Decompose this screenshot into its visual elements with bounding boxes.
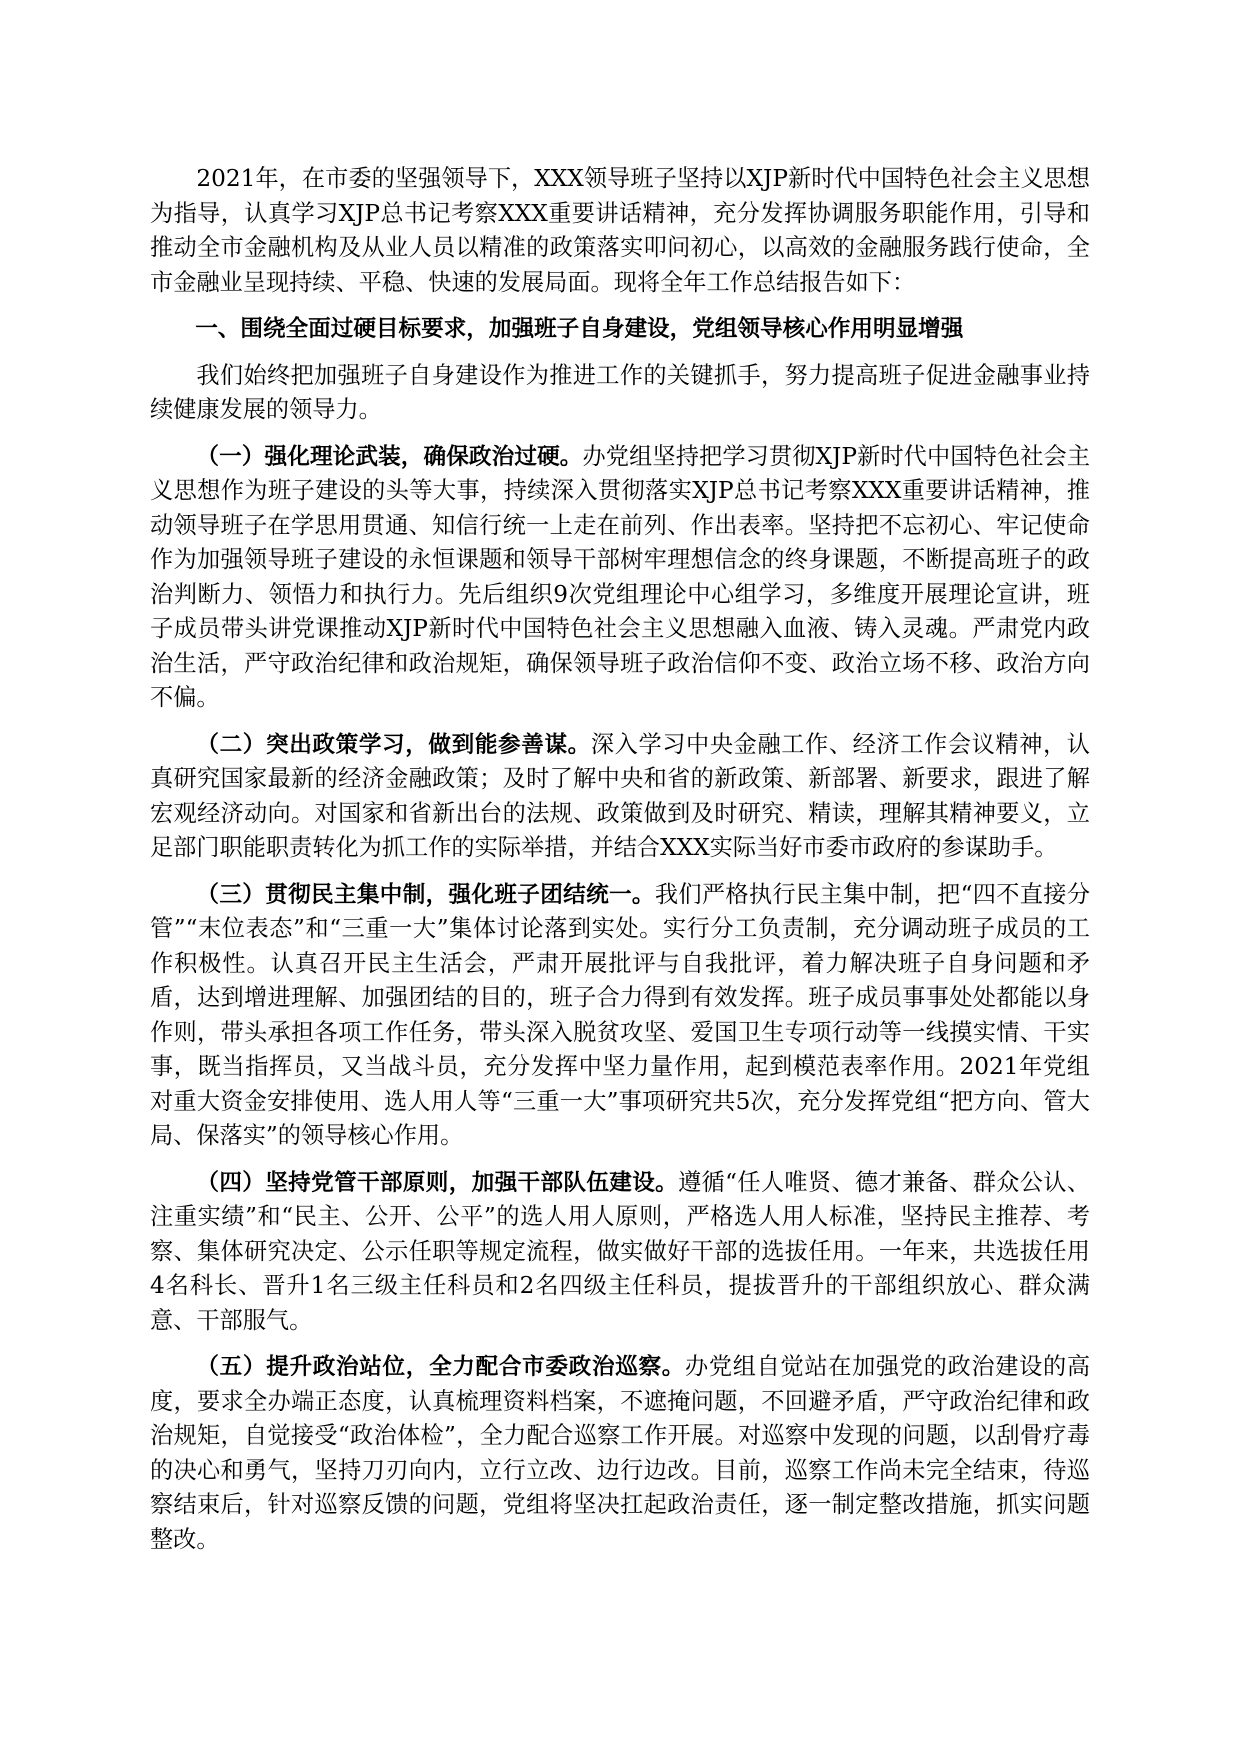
document-page [150, 162, 1090, 1569]
item-text: 我们严格执行民主集中制，把“四不直接分管”“末位表态”和“三重一大”集体讨论落到实处。实行分工负责制，充分调动班子成员的工作积极性。认真召开民主生活会，严肃开展批评与自我批评，着力解决班子自身问题和矛盾，达到增进理解、加强团结的目的，班子合力得到有效发挥。班子成员事事处处都能以身作则，带头承担各项工作任务，带头深入脱贫攻坚、爱国卫生专项行动等一线摸实情、干实事，既当指挥员，又当战斗员，充分发挥中坚力量作用，起到模范表率作用。2021年党组对重大资金安排使用、选人用人等“三重一大”事项研究共5次，充分发挥党组“把方向、管大局、保落实”的领导核心作用。 [150, 880, 1091, 1149]
item-text: 深入学习中央金融工作、经济工作会议精神，认真研究国家最新的经济金融政策；及时了解中央和省的新政策、新部署、新要求，跟进了解宏观经济动向。对国家和省新出台的法规、政策做到及时研究、精读，理解其精神要义，立足部门职能职责转化为抓工作的实际举措，并结合XXX实际当好市委市政府的参谋助手。 [150, 730, 1090, 861]
item-lead: （二）突出政策学习，做到能参善谋。 [196, 731, 591, 758]
item-paragraph-5 [150, 1350, 1090, 1557]
intro-paragraph: 2021年，在市委的坚强领导下，XXX领导班子坚持以XJP新时代中国特色社会主义思想为指导，认真学习XJP总书记考察XXX重要讲话精神，充分发挥协调服务职能作用，引导和推动全市金融机构及从业人员以精准的政策落实叩问初心，以高效的金融服务践行使命，全市金融业呈现持续、平稳、快速的发展局面。现将全年工作总结报告如下： [150, 165, 1090, 296]
item-text: 遵循“任人唯贤、德才兼备、群众公认、注重实绩”和“民主、公开、公平”的选人用人原则，严格选人用人标准，坚持民主推荐、考察、集体研究决定、公示任职等规定流程，做实做好干部的选拔任用。一年来，共选拔任用4名科长、晋升1名三级主任科员和2名四级主任科员，提拔晋升的干部组织放心、群众满意、干部服气。 [150, 1168, 1091, 1334]
item-paragraph-4 [150, 1166, 1090, 1339]
item-lead: （一）强化理论武装，确保政治过硬。 [196, 443, 583, 470]
item-paragraph-1 [150, 440, 1090, 716]
section-intro-paragraph: 我们始终把加强班子自身建设作为推进工作的关键抓手，努力提高班子促进金融事业持续健康发展的领导力。 [150, 361, 1090, 423]
section-heading: 一、围绕全面过硬目标要求，加强班子自身建设，党组领导核心作用明显增强 [195, 316, 964, 342]
item-text: 办党组坚持把学习贯彻XJP新时代中国特色社会主义思想作为班子建设的头等大事，持续深入贯彻落实XJP总书记考察XXX重要讲话精神，推动领导班子在学思用贯通、知信行统一上走在前列、作出表率。坚持把不忘初心、牢记使命作为加强领导班子建设的永恒课题和领导干部树牢理想信念的终身课题，不断提高班子的政治判断力、领悟力和执行力。先后组织9次党组理论中心组学习，多维度开展理论宣讲，班子成员带头讲党课推动XJP新时代中国特色社会主义思想融入血液、铸入灵魂。严肃党内政治生活，严守政治纪律和政治规矩，确保领导班子政治信仰不变、政治立场不移、政治方向不偏。 [150, 442, 1091, 711]
item-lead: （三）贯彻民主集中制，强化班子团结统一。 [196, 881, 655, 908]
item-paragraph-2 [150, 728, 1090, 866]
item-text: 办党组自觉站在加强党的政治建设的高度，要求全办端正态度，认真梳理资料档案，不遮掩问题，不回避矛盾，严守政治纪律和政治规矩，自觉接受“政治体检”，全力配合巡察工作开展。对巡察中发现的问题，以刮骨疗毒的决心和勇气，坚持刀刃向内，立行立改、边行边改。目前，巡察工作尚未完全结束，待巡察结束后，针对巡察反馈的问题，党组将坚决扛起政治责任，逐一制定整改措施，抓实问题整改。 [150, 1353, 1091, 1553]
item-lead: （五）提升政治站位，全力配合市委政治巡察。 [196, 1354, 686, 1380]
item-lead: （四）坚持党管干部原则，加强干部队伍建设。 [196, 1169, 679, 1196]
item-paragraph-3 [150, 878, 1090, 1154]
